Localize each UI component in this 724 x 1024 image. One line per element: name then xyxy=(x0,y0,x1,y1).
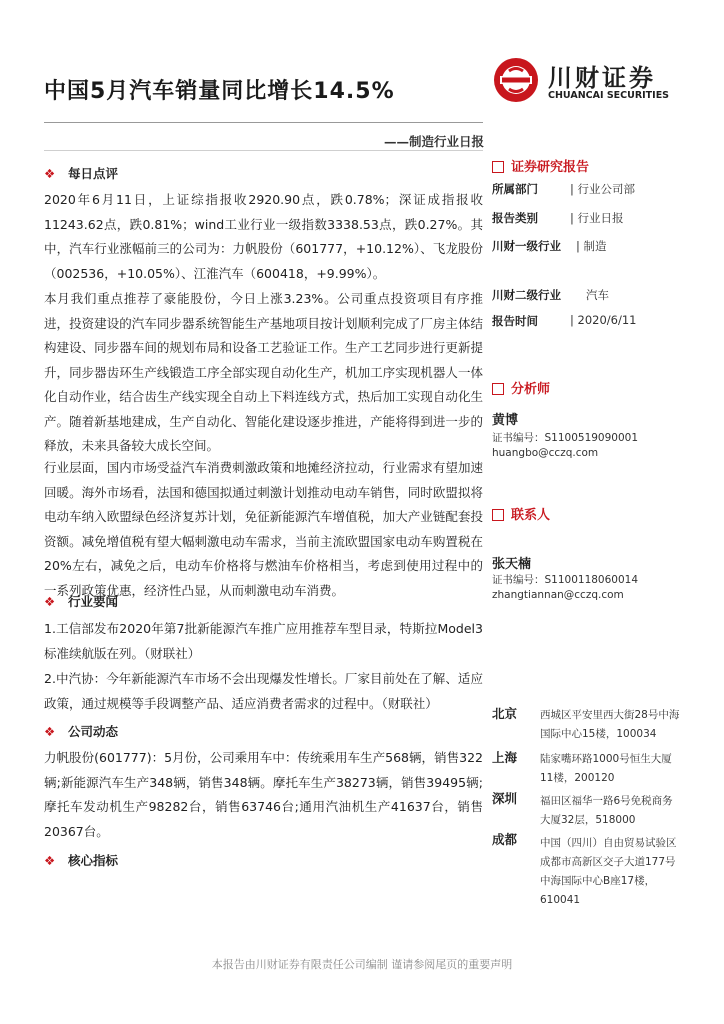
office-address-shenzhen: 福田区福华一路6号免税商务大厦32层，518000 xyxy=(540,795,673,826)
meta-value-industry-l1: | 制造 xyxy=(576,239,607,253)
analyst-email[interactable]: huangbo@cczq.com xyxy=(492,447,599,459)
section-heading-daily: ❖ 每日点评 xyxy=(44,166,119,181)
contact-heading: 联系人 xyxy=(492,504,550,523)
brand-name-cn: 川财证券 xyxy=(548,64,656,92)
report-type-heading: 证券研究报告 xyxy=(492,156,589,175)
office-city-chengdu: 成都 xyxy=(492,832,518,847)
subtitle-divider xyxy=(44,150,483,151)
office-city-shanghai: 上海 xyxy=(492,750,518,765)
section-heading-company: ❖ 公司动态 xyxy=(44,724,119,739)
meta-key-department: 所属部门 xyxy=(492,182,538,196)
analyst-cert: 证书编号：S1100519090001 xyxy=(492,432,639,444)
brand-name-en: CHUANCAI SECURITIES xyxy=(548,90,670,101)
office-address-shanghai: 陆家嘴环路1000号恒生大厦11楼，200120 xyxy=(540,753,672,784)
meta-value-date: | 2020/6/11 xyxy=(570,313,637,327)
square-bullet-icon xyxy=(492,161,504,173)
contact-name: 张天楠 xyxy=(492,557,532,572)
office-address-chengdu: 中国（四川）自由贸易试验区成都市高新区交子大道177号中海国际中心B座17楼，610041 xyxy=(540,837,677,906)
contact-email[interactable]: zhangtiannan@cczq.com xyxy=(492,589,624,601)
meta-value-industry-l2: 汽车 xyxy=(586,288,609,302)
industry-news-1: 1.工信部发布2020年第7批新能源汽车推广应用推荐车型目录，特斯拉Model3标准续航版在列。（财联社） xyxy=(44,621,483,661)
meta-key-industry-l2: 川财二级行业 xyxy=(492,288,561,302)
section-heading-industry: ❖ 行业要闻 xyxy=(44,594,119,609)
office-city-shenzhen: 深圳 xyxy=(492,791,518,806)
section-heading-core: ❖ 核心指标 xyxy=(44,853,119,868)
meta-key-industry-l1: 川财一级行业 xyxy=(492,239,561,253)
diamond-bullet-icon: ❖ xyxy=(44,853,56,868)
report-subtitle: ——制造行业日报 xyxy=(383,134,484,149)
header-divider xyxy=(44,122,483,123)
diamond-bullet-icon: ❖ xyxy=(44,166,56,181)
meta-key-date: 报告时间 xyxy=(492,314,538,328)
brand-logo xyxy=(492,56,670,108)
chuancai-logo-icon xyxy=(492,56,542,104)
diamond-bullet-icon: ❖ xyxy=(44,594,56,609)
daily-paragraph-1: 2020年6月11日，上证综指报收2920.90点，跌0.78%；深证成指报收11243.62点，跌0.81%；wind工业行业一级指数3338.53点，跌0.27%。其中，汽车行业涨幅前三的公司为：力帆股份（601777，+10.12%）、飞龙股份（002536，+10.05%）、江淮汽车（600418，+9.99%）。 xyxy=(44,192,483,281)
contact-cert: 证书编号：S1100118060014 xyxy=(492,574,639,586)
office-city-beijing: 北京 xyxy=(492,706,518,721)
company-news: 力帆股份(601777)：5月份，公司乘用车中：传统乘用车生产568辆，销售322辆;新能源汽车生产348辆，销售348辆。摩托车生产38273辆，销售39495辆;摩托车发动机生产98282台，销售63746台;通用汽油机生产41637台，销售20367台。 xyxy=(44,750,483,839)
square-bullet-icon xyxy=(492,383,504,395)
analyst-name: 黄博 xyxy=(492,413,519,428)
daily-paragraph-2: 本月我们重点推荐了豪能股份，今日上涨3.23%。公司重点投资项目有序推进，投资建设的汽车同步器系统智能生产基地项目按计划顺利完成了厂房主体结构建设、同步器车间的规划布局和设备工艺验证工作。生产工艺同步进行更新提升，同步器齿环生产线锻造工序全部实现自动化生产，机加工序实现机器人一体化自动作业，结合齿生产线实现全自动上下料连线方式，热后加工实现自动化生产。随着新基地建成，生产自动化、智能化建设逐步推进，产能将得到进一步的释放，未来具备较大成长空间。 xyxy=(44,291,483,453)
footer-disclaimer: 本报告由川财证券有限责任公司编制 谨请参阅尾页的重要声明 xyxy=(211,958,513,971)
diamond-bullet-icon: ❖ xyxy=(44,724,56,739)
office-address-beijing: 西城区平安里西大街28号中海国际中心15楼，100034 xyxy=(540,709,680,740)
page-title: 中国5月汽车销量同比增长14.5% xyxy=(44,79,395,104)
meta-key-category: 报告类别 xyxy=(492,211,538,225)
analyst-heading: 分析师 xyxy=(492,378,550,397)
meta-value-department: | 行业公司部 xyxy=(570,182,636,196)
square-bullet-icon xyxy=(492,509,504,521)
meta-value-category: | 行业日报 xyxy=(570,211,624,225)
industry-news-2: 2.中汽协：今年新能源汽车市场不会出现爆发性增长。厂家目前处在了解、适应政策，通过规模等手段调整产品、适应消费者需求的过程中。（财联社） xyxy=(44,671,483,711)
daily-paragraph-3: 行业层面，国内市场受益汽车消费刺激政策和地摊经济拉动，行业需求有望加速回暖。海外市场看，法国和德国拟通过刺激计划推动电动车销售，同时欧盟拟将电动车纳入欧盟绿色经济复苏计划，免征新能源汽车增值税，加大产业链配套投资额。减免增值税有望大幅刺激电动车需求，当前主流欧盟国家电动车购置税在20%左右，减免之后，电动车价格将与燃油车价格相当，考虑到使用过程中的一系列政策优惠，经济性凸显，从而刺激电动车消费。 xyxy=(44,460,483,598)
